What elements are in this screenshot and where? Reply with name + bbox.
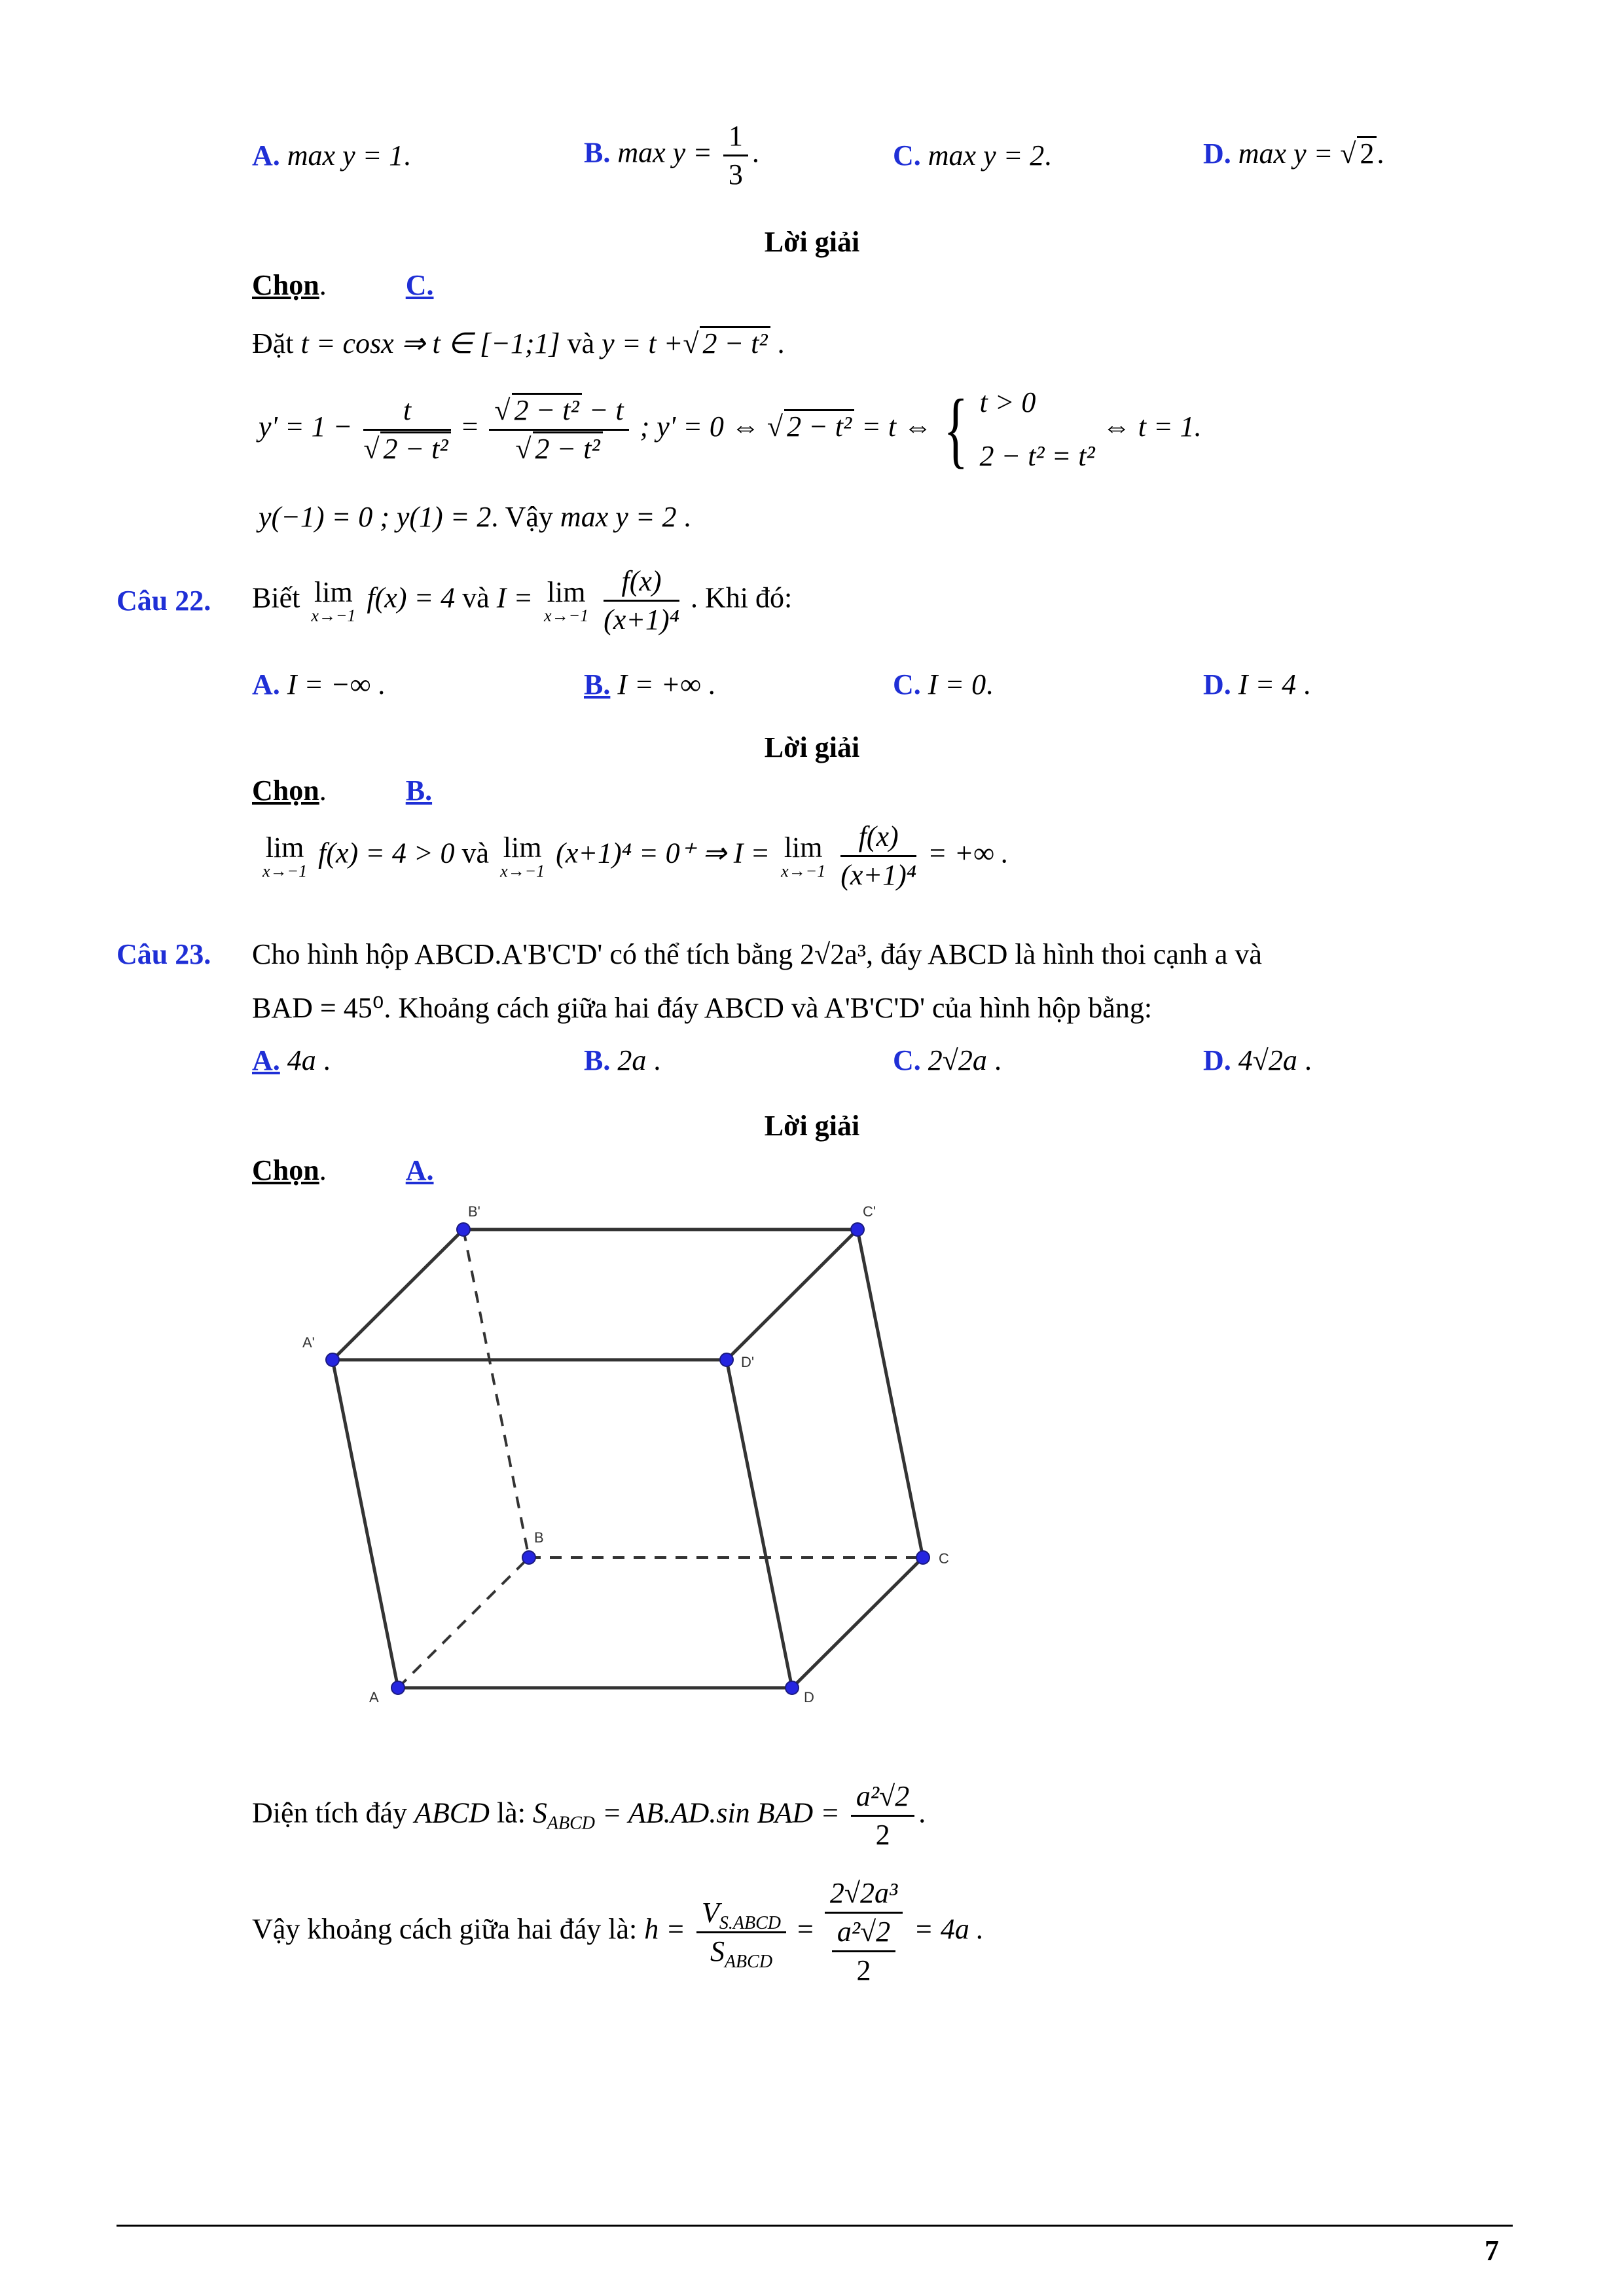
q22-option-c: C. I = 0. [893, 668, 994, 701]
q22-option-b: B. I = +∞ . [584, 668, 715, 701]
edge-d-c [792, 1558, 923, 1688]
fraction: $\frac{\text{a²√2}}{2}$ [851, 1778, 914, 1853]
footer-rule [117, 2225, 1513, 2227]
edge-c1-d1 [727, 1230, 857, 1360]
vertex-c [916, 1551, 929, 1564]
option-text: max y = [617, 136, 712, 169]
fraction: $\frac{1}{3}$ [723, 118, 748, 193]
area-line: Diện tích đáy ABCD là: $S_{ABCD} = AB.AD.\sin$ BAD = $\frac{\text{a²√2}}{2}$ . [252, 1778, 926, 1853]
q21-option-a: A. max y = 1. [252, 139, 411, 172]
fraction: $\frac{f(x)}{\text{(x+1)⁴}}$ [840, 818, 916, 894]
solution-line-1: Đặt t = cosx ⇒ t ∈ [−1;1] và y = t +√ 2 − t² . [252, 327, 785, 359]
label-b1: B' [468, 1203, 480, 1220]
option-label: C. [893, 139, 921, 172]
q21-option-b: B. max y = $\frac{1}{3}$ . [584, 118, 759, 193]
edge-b1-b [463, 1230, 529, 1558]
option-label: A. [252, 139, 280, 172]
fraction: $\frac{\text{√ 2 − t² − t}}{\text{√ 2 − t²}}$ [489, 392, 628, 467]
choice-answer: C. [405, 269, 434, 301]
solution-title: Lời giải [764, 731, 860, 763]
radicand: 2 [1357, 136, 1377, 170]
q22-option-a: A. I = −∞ . [252, 668, 386, 701]
label-a1: A' [302, 1334, 315, 1351]
option-label: B. [584, 136, 611, 169]
fraction: $\frac{f(x)}{\text{(x+1)⁴}}$ [604, 563, 679, 638]
edge-c1-c [857, 1230, 923, 1558]
solution-title: Lời giải [764, 226, 860, 258]
edge-a1-a [333, 1360, 398, 1688]
option-label: D. [1203, 137, 1231, 170]
vertex-a1 [326, 1353, 339, 1366]
q23-statement-1: Cho hình hộp ABCD.A'B'C'D' có thể tích bằng 2√2a³, đáy ABCD là hình thoi cạnh a và [252, 938, 1262, 970]
q21-option-c: C. max y = 2. [893, 139, 1052, 172]
vertex-b [522, 1551, 535, 1564]
choice-line: Chọn. A. [252, 1154, 434, 1186]
edge-d1-d [727, 1360, 792, 1688]
fraction: $\frac{t}{\text{√ 2 − t²}}$ [363, 392, 450, 467]
edge-a-b [398, 1558, 529, 1688]
label-b: B [534, 1529, 544, 1546]
fraction: $\frac{V_{S.ABCD}}{S_{ABCD}}$ [696, 1895, 786, 1970]
vertex-b1 [457, 1223, 470, 1236]
choice-line: Chọn. B. [252, 774, 433, 807]
q23-option-b: B. 2a . [584, 1044, 661, 1076]
page-number: 7 [1485, 2234, 1499, 2267]
vertex-d1 [720, 1353, 733, 1366]
vertex-a [391, 1681, 405, 1694]
q23-statement-2: BAD = 45⁰. Khoảng cách giữa hai đáy ABCD và A'B'C'D' của hình hộp bằng: [252, 992, 1153, 1024]
q22-option-d: D. I = 4 . [1203, 668, 1311, 701]
q23-option-a: A. 4a . [252, 1044, 331, 1076]
q21-option-d: D. max y = √ 2. [1203, 137, 1384, 170]
choice-line: Chọn. C. [252, 269, 434, 301]
q22-statement: Biết lim x→−1 f(x) = 4 và I = lim x→−1 $\frac{f(x)}{\text{(x+1)⁴}}$ . Khi đó: [252, 563, 792, 638]
label-d1: D' [741, 1354, 755, 1370]
vertex-c1 [851, 1223, 864, 1236]
vertex-d [785, 1681, 799, 1694]
q23-option-d: D. 4√2a . [1203, 1044, 1312, 1076]
label-c1: C' [863, 1203, 876, 1220]
solution-line-2: y' = 1 − $\frac{t}{\text{√ 2 − t²}}$ = $\frac{\text{√ 2 − t² − t}}{\text{√ 2 − t²}}$ ; y' = 0 ⇔ √ 2 − t² = t ⇔ { t > 0 2 − t² = t² ⇔ t = 1. [259, 382, 1202, 477]
solution-line-3: y(−1) = 0 ; y(1) = 2. Vậy max y = 2 . [259, 501, 691, 533]
distance-line: Vậy khoảng cách giữa hai đáy là: h = $\frac{V_{S.ABCD}}{S_{ABCD}}$ = $\frac{\text{2√2a³}}{\frac{\text{a²√2}}{2}}$ = 4a . [252, 1875, 984, 1989]
question-label: Câu 23. [117, 938, 211, 970]
label-a: A [369, 1689, 379, 1705]
compound-fraction: $\frac{\text{2√2a³}}{\frac{\text{a²√2}}{2}}$ [825, 1875, 903, 1989]
q22-solution: lim x→−1 f(x) = 4 > 0 và lim x→−1 (x+1)⁴ = 0⁺ ⇒ I = lim x→−1 $\frac{f(x)}{\text{(x+1)⁴}}$ = +∞ . [259, 818, 1009, 894]
edge-a1-b1 [333, 1230, 463, 1360]
question-label: Câu 22. [117, 585, 211, 617]
label-c: C [939, 1550, 949, 1567]
q23-option-c: C. 2√2a . [893, 1044, 1001, 1076]
solution-title: Lời giải [764, 1110, 860, 1142]
option-text: max y = 1 [287, 139, 404, 172]
option-text: max y = [1238, 137, 1333, 170]
choice-label: Chọn [252, 269, 319, 301]
option-text: max y = 2 [928, 139, 1045, 172]
label-d: D [804, 1689, 814, 1705]
